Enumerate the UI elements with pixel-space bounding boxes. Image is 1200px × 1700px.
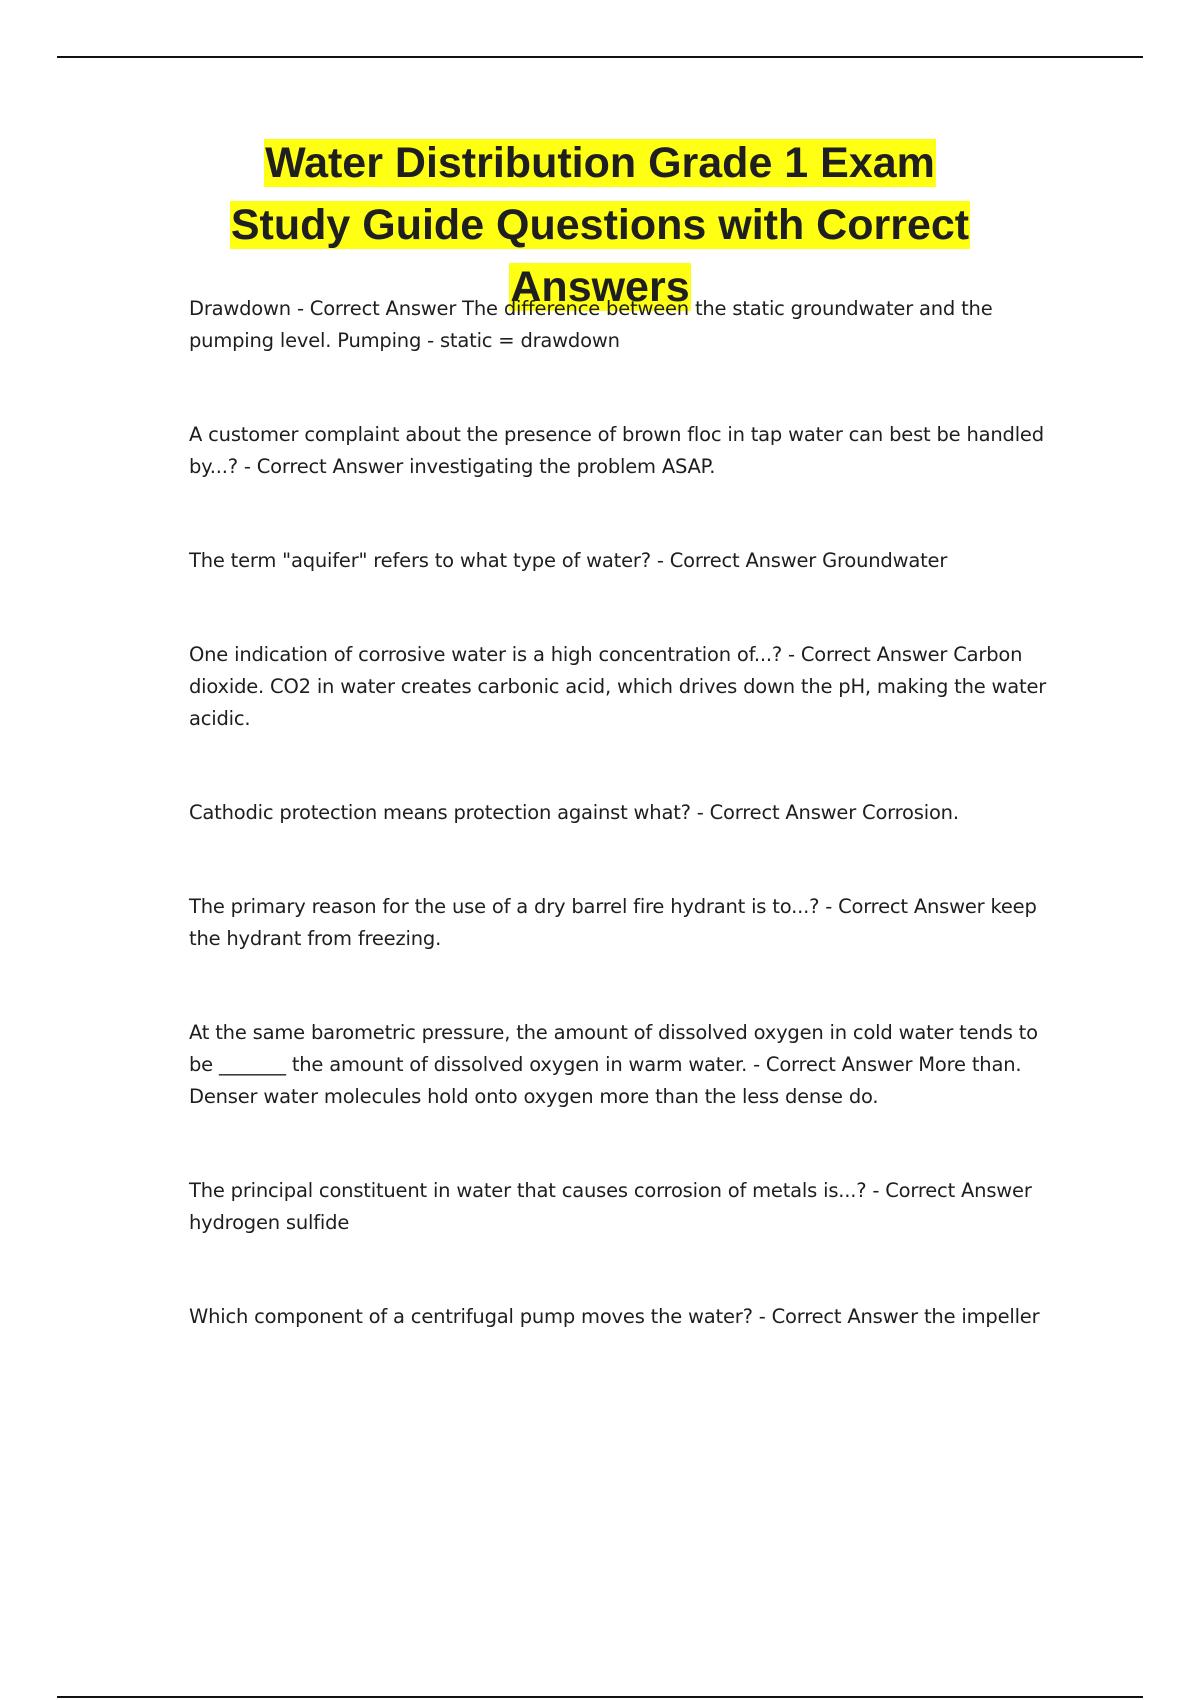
qa-list (189, 293, 1049, 1395)
top-divider (57, 56, 1143, 58)
qa-item-centrifugal-pump: Which component of a centrifugal pump moves the water? - Correct Answer the impeller (189, 1305, 1040, 1328)
bottom-divider (57, 1696, 1143, 1698)
qa-item-dissolved-oxygen: At the same barometric pressure, the amount of dissolved oxygen in cold water tends to be _______ the amount of dissolved oxygen in warm water. - Correct Answer More than. Denser water molecules hold onto oxygen more than the less dense do. (189, 1021, 1038, 1108)
title-line-1: Water Distribution Grade 1 Exam (265, 139, 935, 187)
qa-item-corrosive-water: One indication of corrosive water is a high concentration of...? - Correct Answer Carbon dioxide. CO2 in water creates carbonic acid, which drives down the pH, making the water acidic. (189, 643, 1047, 730)
title-line-3: Answers (510, 263, 690, 311)
qa-item-drawdown: Drawdown - Correct Answer The difference between the static groundwater and the pumping level. Pumping - static = drawdown (189, 297, 993, 352)
qa-item-corrosion-constituent: The principal constituent in water that causes corrosion of metals is...? - Correct Answer hydrogen sulfide (189, 1179, 1032, 1234)
qa-item-dry-barrel-hydrant: The primary reason for the use of a dry barrel fire hydrant is to...? - Correct Answer keep the hydrant from freezing. (189, 895, 1037, 950)
qa-item-cathodic-protection: Cathodic protection means protection against what? - Correct Answer Corrosion. (189, 801, 959, 824)
title-line-2: Study Guide Questions with Correct (230, 201, 970, 249)
qa-item-aquifer: The term "aquifer" refers to what type of water? - Correct Answer Groundwater (189, 549, 948, 572)
qa-item-brown-floc: A customer complaint about the presence of brown floc in tap water can best be handled by...? - Correct Answer investigating the problem ASAP. (189, 423, 1044, 478)
